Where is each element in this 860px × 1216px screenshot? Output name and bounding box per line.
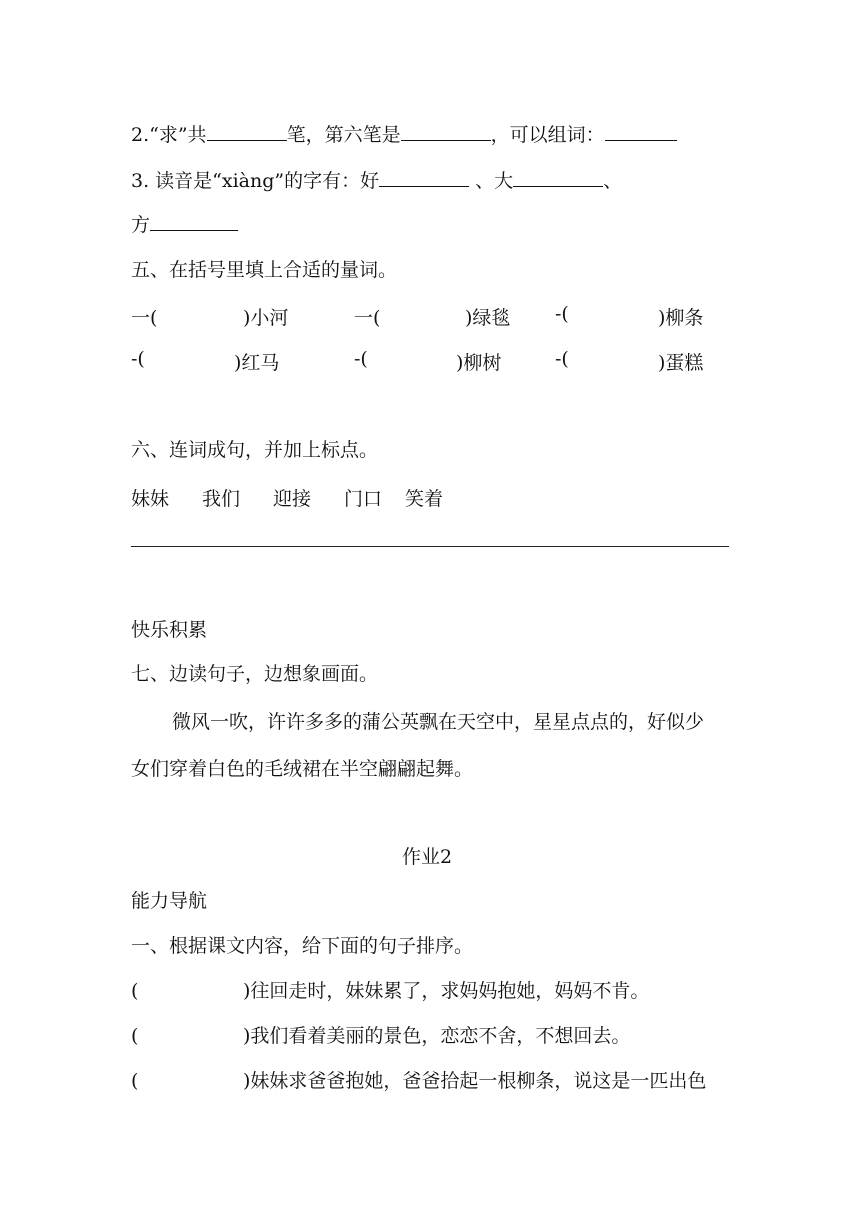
order-item-3 [131,1069,138,1093]
q3-blank-3[interactable] [150,212,238,231]
question-2 [131,122,677,147]
word-5: 笑着 [405,488,444,510]
order-text-1: )往回走时，妹妹累了，求妈妈抱她，妈妈不肯。 [243,980,650,1002]
section-1-title: 一、根据课文内容，给下面的句子排序。 [131,935,474,957]
homework-2-title: 作业2 [402,846,453,868]
section-7-title: 七、边读句子，边想象画面。 [131,663,379,685]
word-4: 门口 [344,488,383,510]
row1-open-1: 一( [131,307,158,329]
row2-item-3: )蛋糕 [658,352,704,374]
row2-open-3: -( [555,348,569,370]
word-2: 我们 [202,488,241,510]
q3-blank-2[interactable] [513,168,603,187]
row1-item-1: )小河 [243,307,289,329]
row1-item-2: )绿毯 [465,307,511,329]
order-open-1: ( [131,980,139,1002]
row2-item-2: )柳树 [456,352,502,374]
row1-open-3: -( [555,303,569,325]
answer-line[interactable] [131,546,729,547]
q2-part-a: 2.“求”共 [131,124,207,146]
q2-part-c: ，可以组词： [490,124,605,146]
row2-open-2: -( [354,348,368,370]
word-1: 妹妹 [131,488,170,510]
order-text-3: )妹妹求爸爸抱她，爸爸拾起一根柳条，说这是一匹出色 [243,1070,707,1092]
passage-line-1: 微风一吹，许许多多的蒲公英飘在天空中，星星点点的，好似少 [172,711,705,733]
word-3: 迎接 [273,488,312,510]
order-item-2 [131,1024,138,1048]
order-open-2: ( [131,1025,139,1047]
q2-blank-1[interactable] [207,122,287,141]
row2-open-1: -( [131,348,145,370]
row2-item-1: )红马 [234,352,280,374]
q3-blank-1[interactable] [379,168,469,187]
q3-part-b: 、大 [469,170,514,192]
passage-line-2: 女们穿着白色的毛绒裙在半空翩翩起舞。 [131,758,474,780]
q2-blank-2[interactable] [401,122,491,141]
happy-heading: 快乐积累 [131,619,208,641]
order-item-1 [131,979,138,1003]
q2-part-b: 笔，第六笔是 [286,124,401,146]
ability-heading: 能力导航 [131,890,208,912]
section-5-title: 五、在括号里填上合适的量词。 [131,259,398,281]
q3-part-a: 3. 读音是“xiàng”的字有：好 [131,170,380,192]
section-6-title: 六、连词成句，并加上标点。 [131,439,379,461]
question-3 [131,168,622,193]
row1-item-3: )柳条 [658,307,704,329]
row1-open-2: 一( [354,307,381,329]
q3-part-d: 方 [131,214,151,236]
q2-blank-3[interactable] [605,122,677,141]
question-3-cont [131,212,238,237]
order-text-2: )我们看着美丽的景色，恋恋不舍，不想回去。 [243,1025,631,1047]
order-open-3: ( [131,1070,139,1092]
q3-part-c: 、 [603,170,623,192]
